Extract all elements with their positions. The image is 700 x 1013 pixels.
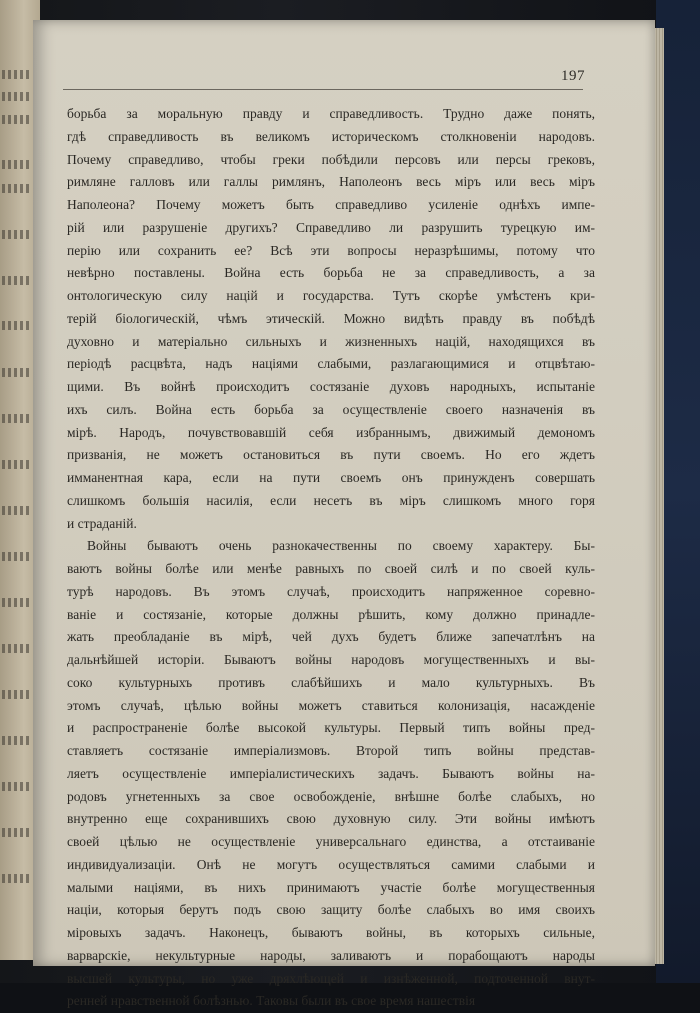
text-line: рій или разрушеніе другихъ? Справедливо ли разрушить турецкую им- [67, 219, 595, 235]
text-line: мірѣ. Народъ, почувствовавшій себя избраннымъ, движимый демономъ [67, 424, 595, 440]
text-line: этомъ случаѣ, цѣлью войны можетъ ставиться колонизація, насажденіе [67, 697, 595, 713]
text-line: высшей культуры, но уже дряхлѣющей и изнѣженной, подточенной внут- [67, 970, 595, 986]
text-line: Войны бываютъ очень разнокачественны по своему характеру. Бы- [87, 538, 595, 554]
book-page [33, 20, 655, 1009]
text-line: ляетъ осуществленіе имперіалистическихъ задачъ. Бываютъ войны на- [67, 765, 595, 781]
text-line: ваютъ войны болѣе или менѣе равныхъ по своей силѣ и по своей куль- [67, 561, 595, 576]
text-line: своей цѣлью не осуществленіе универсальнаго единства, а отстаиваніе [67, 834, 595, 849]
text-line: онтологическую силу націй и государства. Тутъ скорѣе умѣстенъ кри- [67, 288, 595, 303]
text-line: ваніе и состязаніе, которые должны рѣшить, кому должно принадле- [67, 606, 595, 622]
text-line: призванія, не можетъ остановиться въ пути своемъ. Но его ждетъ [67, 447, 595, 463]
text-line: соко культурныхъ противъ слабѣйшихъ и мало культурныхъ. Въ [67, 674, 595, 690]
text-line: Почему справедливо, чтобы греки побѣдили персовъ или персы грековъ, [67, 151, 595, 167]
header-rule [63, 89, 583, 90]
text-line: перію или сохранить ее? Всѣ эти вопросы неразрѣшимы, потому что [67, 242, 595, 258]
text-line: ставляетъ состязаніе имперіализмовъ. Второй типъ войны представ- [67, 743, 595, 758]
text-line: гдѣ справедливость въ великомъ историческомъ столкновеніи народовъ. [67, 128, 595, 144]
body-text [67, 103, 595, 1013]
text-line: римляне галловъ или галлы римлянъ, Наполеонъ весь міръ или весь міръ [67, 174, 595, 190]
page-stack-edges [654, 28, 664, 964]
text-line: терій біологическій, чѣмъ этическій. Можно видѣть правду въ побѣдѣ [67, 310, 595, 326]
text-line: націи, которыя берутъ подъ свою защиту болѣе слабыхъ во имя своихъ [67, 902, 595, 918]
text-line: имманентная кара, если на пути своемъ онъ принужденъ совершать [67, 470, 595, 485]
text-line: жать преобладаніе въ мірѣ, чей духъ будетъ ближе запечатлѣнъ на [67, 629, 595, 645]
text-line: невѣрно поставлены. Война есть борьба не за справедливость, а за [67, 265, 595, 281]
text-line: ихъ силъ. Война есть борьба за осуществленіе своего назначенія въ [67, 401, 595, 417]
text-line: турѣ народовъ. Въ этомъ случаѣ, происходитъ напряженное соревно- [67, 583, 595, 599]
text-line: индивидуализаціи. Онѣ не могутъ осуществляться самими слабыми и [67, 856, 595, 872]
text-line: варварскіе, некультурные народы, заливаютъ и порабощаютъ народы [67, 947, 595, 963]
text-line: внутренно еще сохранившихъ свою духовную силу. Эти войны имѣютъ [67, 811, 595, 827]
text-line: ренней нравственной болѣзнью. Таковы были въ свое время нашествія [67, 993, 476, 1009]
text-line: дальнѣйшей исторіи. Бываютъ войны народовъ могущественныхъ и вы- [67, 652, 595, 667]
text-line: щими. Въ войнѣ происходитъ состязаніе духовъ народныхъ, испытаніе [67, 379, 595, 394]
text-line: слишкомъ большія насилія, если несетъ въ міръ слишкомъ много горя [67, 492, 595, 508]
text-line: и страданій. [67, 515, 137, 531]
text-line: Наполеона? Почему можетъ быть справедливо усиленіе однѣхъ импе- [67, 197, 595, 212]
text-line: родовъ угнетенныхъ за свое освобожденіе, внѣшне болѣе слабыхъ, но [67, 788, 595, 804]
text-line: малыми націями, въ нихъ принимаютъ участіе болѣе могущественныя [67, 879, 595, 895]
text-line: борьба за моральную правду и справедливость. Трудно даже понять, [67, 106, 595, 121]
text-line: духовно и матеріально сильныхъ и жизненныхъ націй, находящихся въ [67, 333, 595, 349]
text-line: и распространеніе болѣе высокой культуры. Первый типъ войны пред- [67, 720, 595, 736]
text-line: міровыхъ задачъ. Наконецъ, бываютъ войны, въ которыхъ сильные, [67, 925, 595, 940]
page-number: 197 [561, 68, 585, 84]
text-line: періодѣ расцвѣта, надъ націями слабыми, разлагающимися и отцвѣтаю- [67, 356, 595, 372]
